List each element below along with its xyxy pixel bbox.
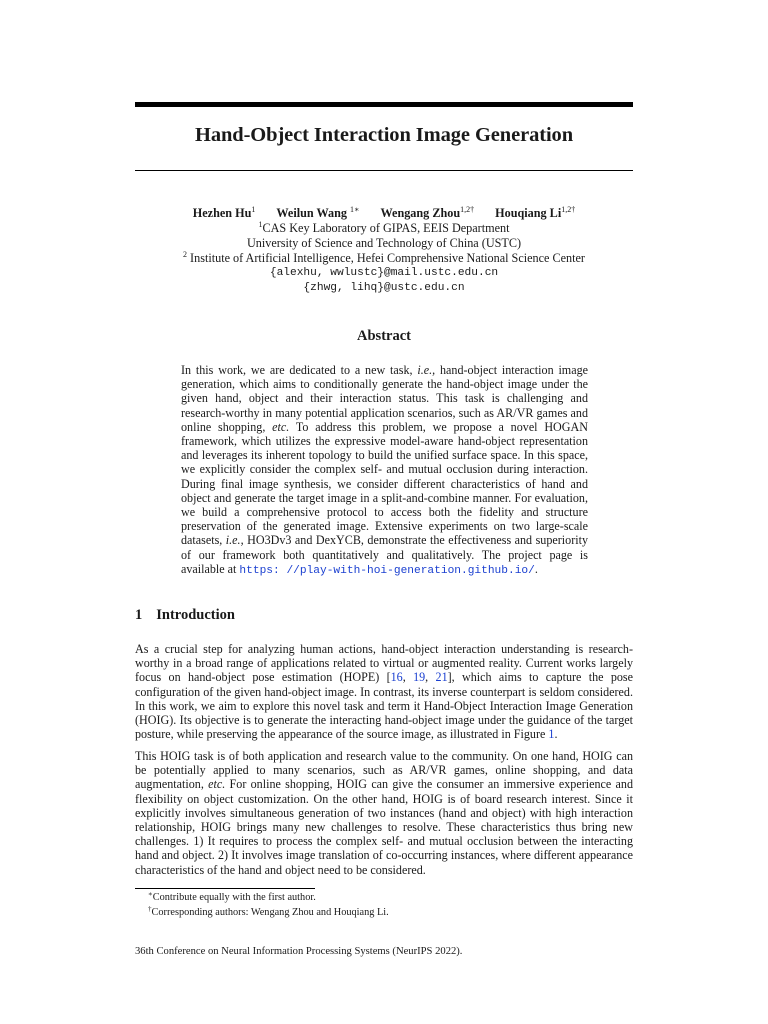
author-block xyxy=(135,206,633,296)
footnote-1: ∗Contribute equally with the first author. xyxy=(148,890,316,903)
title-top-rule xyxy=(135,102,633,107)
footnote-rule xyxy=(135,888,315,889)
citation-link[interactable]: 19 xyxy=(413,670,426,685)
author-1: Hezhen Hu$^1$ xyxy=(192,205,256,220)
abstract-heading: Abstract xyxy=(357,328,411,344)
footnote-2: †Corresponding authors: Wengang Zhou and Houqiang Li. xyxy=(148,904,389,918)
conference-footer: 36th Conference on Neural Information Processing Systems (NeurIPS 2022). xyxy=(135,946,463,957)
email-line-2: {zhwg, lihq}@ustc.edu.cn xyxy=(303,282,465,294)
citation-link[interactable]: 16 xyxy=(390,670,403,685)
figure-ref-link[interactable]: 1 xyxy=(548,727,555,742)
section-heading-introduction: 1 Introduction xyxy=(135,607,235,623)
email-line-1: {alexhu, wwlustc}@mail.ustc.edu.cn xyxy=(269,267,499,279)
footnotes xyxy=(148,891,389,920)
citation-link[interactable]: 21 xyxy=(435,670,448,685)
author-2: Weilun Wang $^{1∗}$ xyxy=(276,205,360,220)
affiliation-1: $^1$CAS Key Laboratory of GIPAS, EEIS Department xyxy=(258,220,510,235)
author-names xyxy=(135,206,633,221)
author-3: Wengang Zhou$^{1,2\dagger}$ xyxy=(380,205,475,220)
project-page-link[interactable]: https: //play-with-hoi-generation.github.io/ xyxy=(239,564,535,577)
intro-paragraph-2: This HOIG task is of both application and research value to the community. On one hand, HOIG can be potentially applied to many scenarios, such as AR/VR games, online shopping, and data augmentation, etc. For online shopping, HOIG can give the consumer an immersive experience and flexibility on object customization. On the other hand, HOIG is of board research interest. Since it explicitly involves simultaneous generation of two instances (hand and object) with high interaction relationship, HOIG brings many new challenges to resolve. These characteristics thus bring new challenges. 1) It requires to process the complex self- and mutual occlusion between the interacting hand and object. 2) It involves image translation of co-occurring instances, where different appearance characteristics of the hand and object need to be considered. xyxy=(135,749,633,877)
paper-title: Hand-Object Interaction Image Generation xyxy=(194,124,574,146)
author-4: Houqiang $Li^{1,2\dagger}$ xyxy=(495,205,576,220)
affiliation-2: $^2$ Institute of Artificial Intelligence, Hefei Comprehensive National Science Center xyxy=(183,250,585,265)
intro-paragraph-1: As a crucial step for analyzing human actions, hand-object interaction understanding is research-worthy in a broad range of applications related to virtual or augmented reality. Current works largely focus on hand-object pose estimation (HOPE) [16, 19, 21], which aims to capture the pose configuration of the given hand-object image. In contrast, its inverse counterpart is seldom considered. In this work, we aim to explore this novel task and term it Hand-Object Interaction Image Generation (HOIG). Its objective is to generate the interacting hand-object image under the guidance of the target posture, while preserving the appearance of the source image, as illustrated in Figure 1. xyxy=(135,642,633,742)
abstract-body: In this work, we are dedicated to a new task, i.e., hand-object interaction image generation, which aims to conditionally generate the hand-object image under the given hand, object and their interaction status. This task is challenging and research-worthy in many potential application scenarios, such as AR/VR games and online shopping, etc. To address this problem, we propose a novel HOGAN framework, which utilizes the expressive model-aware hand-object representation and leverages its inherent topology to build the unified surface space. In this space, we explicitly consider the complex self- and mutual occlusion during interaction. During final image synthesis, we consider different characteristics of hand and object and generate the target image in a split-and-combine manner. For evaluation, we build a comprehensive protocol to access both the fidelity and structure preservation of the generated image. Extensive experiments on two large-scale datasets, i.e., HO3Dv3 and DexYCB, demonstrate the effectiveness and superiority of our framework both quantitatively and qualitatively. The project page is available at https: //play-with-hoi-generation.github.io/. xyxy=(181,363,588,577)
affiliation-1-line2: University of Science and Technology of China (USTC) xyxy=(246,236,522,250)
title-bottom-rule xyxy=(135,170,633,171)
